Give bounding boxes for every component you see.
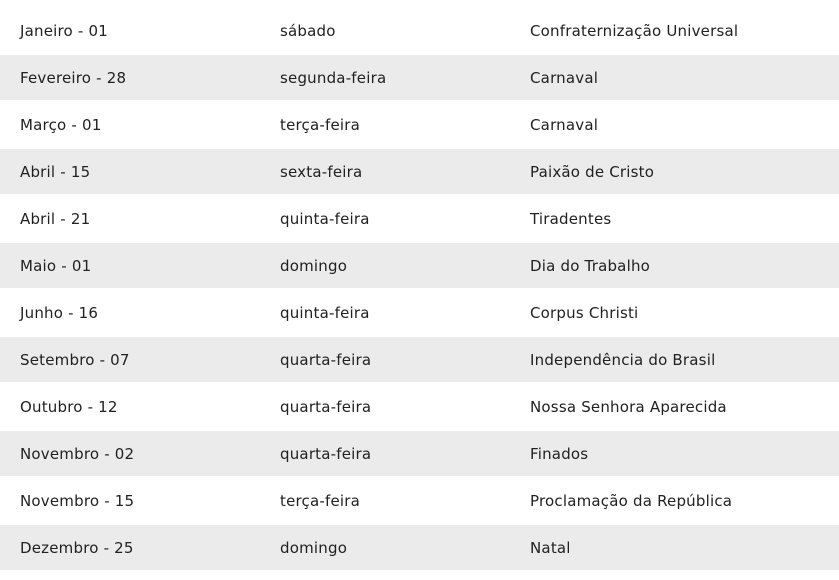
holiday-name-cell: Carnaval [510,102,839,147]
holiday-weekday-cell: terça-feira [260,478,510,523]
holiday-weekday-cell: segunda-feira [260,55,510,100]
holiday-name-cell: Finados [510,431,839,476]
holiday-name-cell: Independência do Brasil [510,337,839,382]
holiday-row [0,290,839,335]
holiday-weekday-cell: quarta-feira [260,431,510,476]
holiday-date-cell: Novembro - 15 [0,478,260,523]
holiday-weekday-cell: quinta-feira [260,196,510,241]
holiday-weekday-cell: sábado [260,8,510,53]
holiday-name-cell: Natal [510,525,839,570]
holiday-name-cell: Confraternização Universal [510,8,839,53]
holidays-table [0,6,839,572]
holiday-date-cell: Fevereiro - 28 [0,55,260,100]
holiday-row [0,525,839,570]
holiday-date-cell: Maio - 01 [0,243,260,288]
holiday-name-cell: Tiradentes [510,196,839,241]
holiday-name-cell: Proclamação da República [510,478,839,523]
holiday-row [0,384,839,429]
holiday-name-cell: Paixão de Cristo [510,149,839,194]
holiday-row [0,196,839,241]
holiday-weekday-cell: sexta-feira [260,149,510,194]
holiday-weekday-cell: terça-feira [260,102,510,147]
holiday-date-cell: Janeiro - 01 [0,8,260,53]
holiday-date-cell: Junho - 16 [0,290,260,335]
holiday-weekday-cell: quinta-feira [260,290,510,335]
holiday-name-cell: Nossa Senhora Aparecida [510,384,839,429]
holiday-row [0,431,839,476]
holiday-row [0,149,839,194]
holiday-row [0,243,839,288]
holiday-date-cell: Abril - 21 [0,196,260,241]
holiday-row [0,478,839,523]
holiday-date-cell: Outubro - 12 [0,384,260,429]
holiday-weekday-cell: quarta-feira [260,384,510,429]
holiday-date-cell: Dezembro - 25 [0,525,260,570]
holiday-date-cell: Novembro - 02 [0,431,260,476]
holiday-weekday-cell: domingo [260,525,510,570]
holiday-weekday-cell: quarta-feira [260,337,510,382]
holiday-row [0,8,839,53]
holiday-weekday-cell: domingo [260,243,510,288]
holiday-row [0,55,839,100]
holiday-row [0,337,839,382]
holiday-name-cell: Corpus Christi [510,290,839,335]
holiday-name-cell: Carnaval [510,55,839,100]
holiday-row [0,102,839,147]
holiday-name-cell: Dia do Trabalho [510,243,839,288]
holiday-date-cell: Abril - 15 [0,149,260,194]
holiday-date-cell: Março - 01 [0,102,260,147]
holiday-date-cell: Setembro - 07 [0,337,260,382]
